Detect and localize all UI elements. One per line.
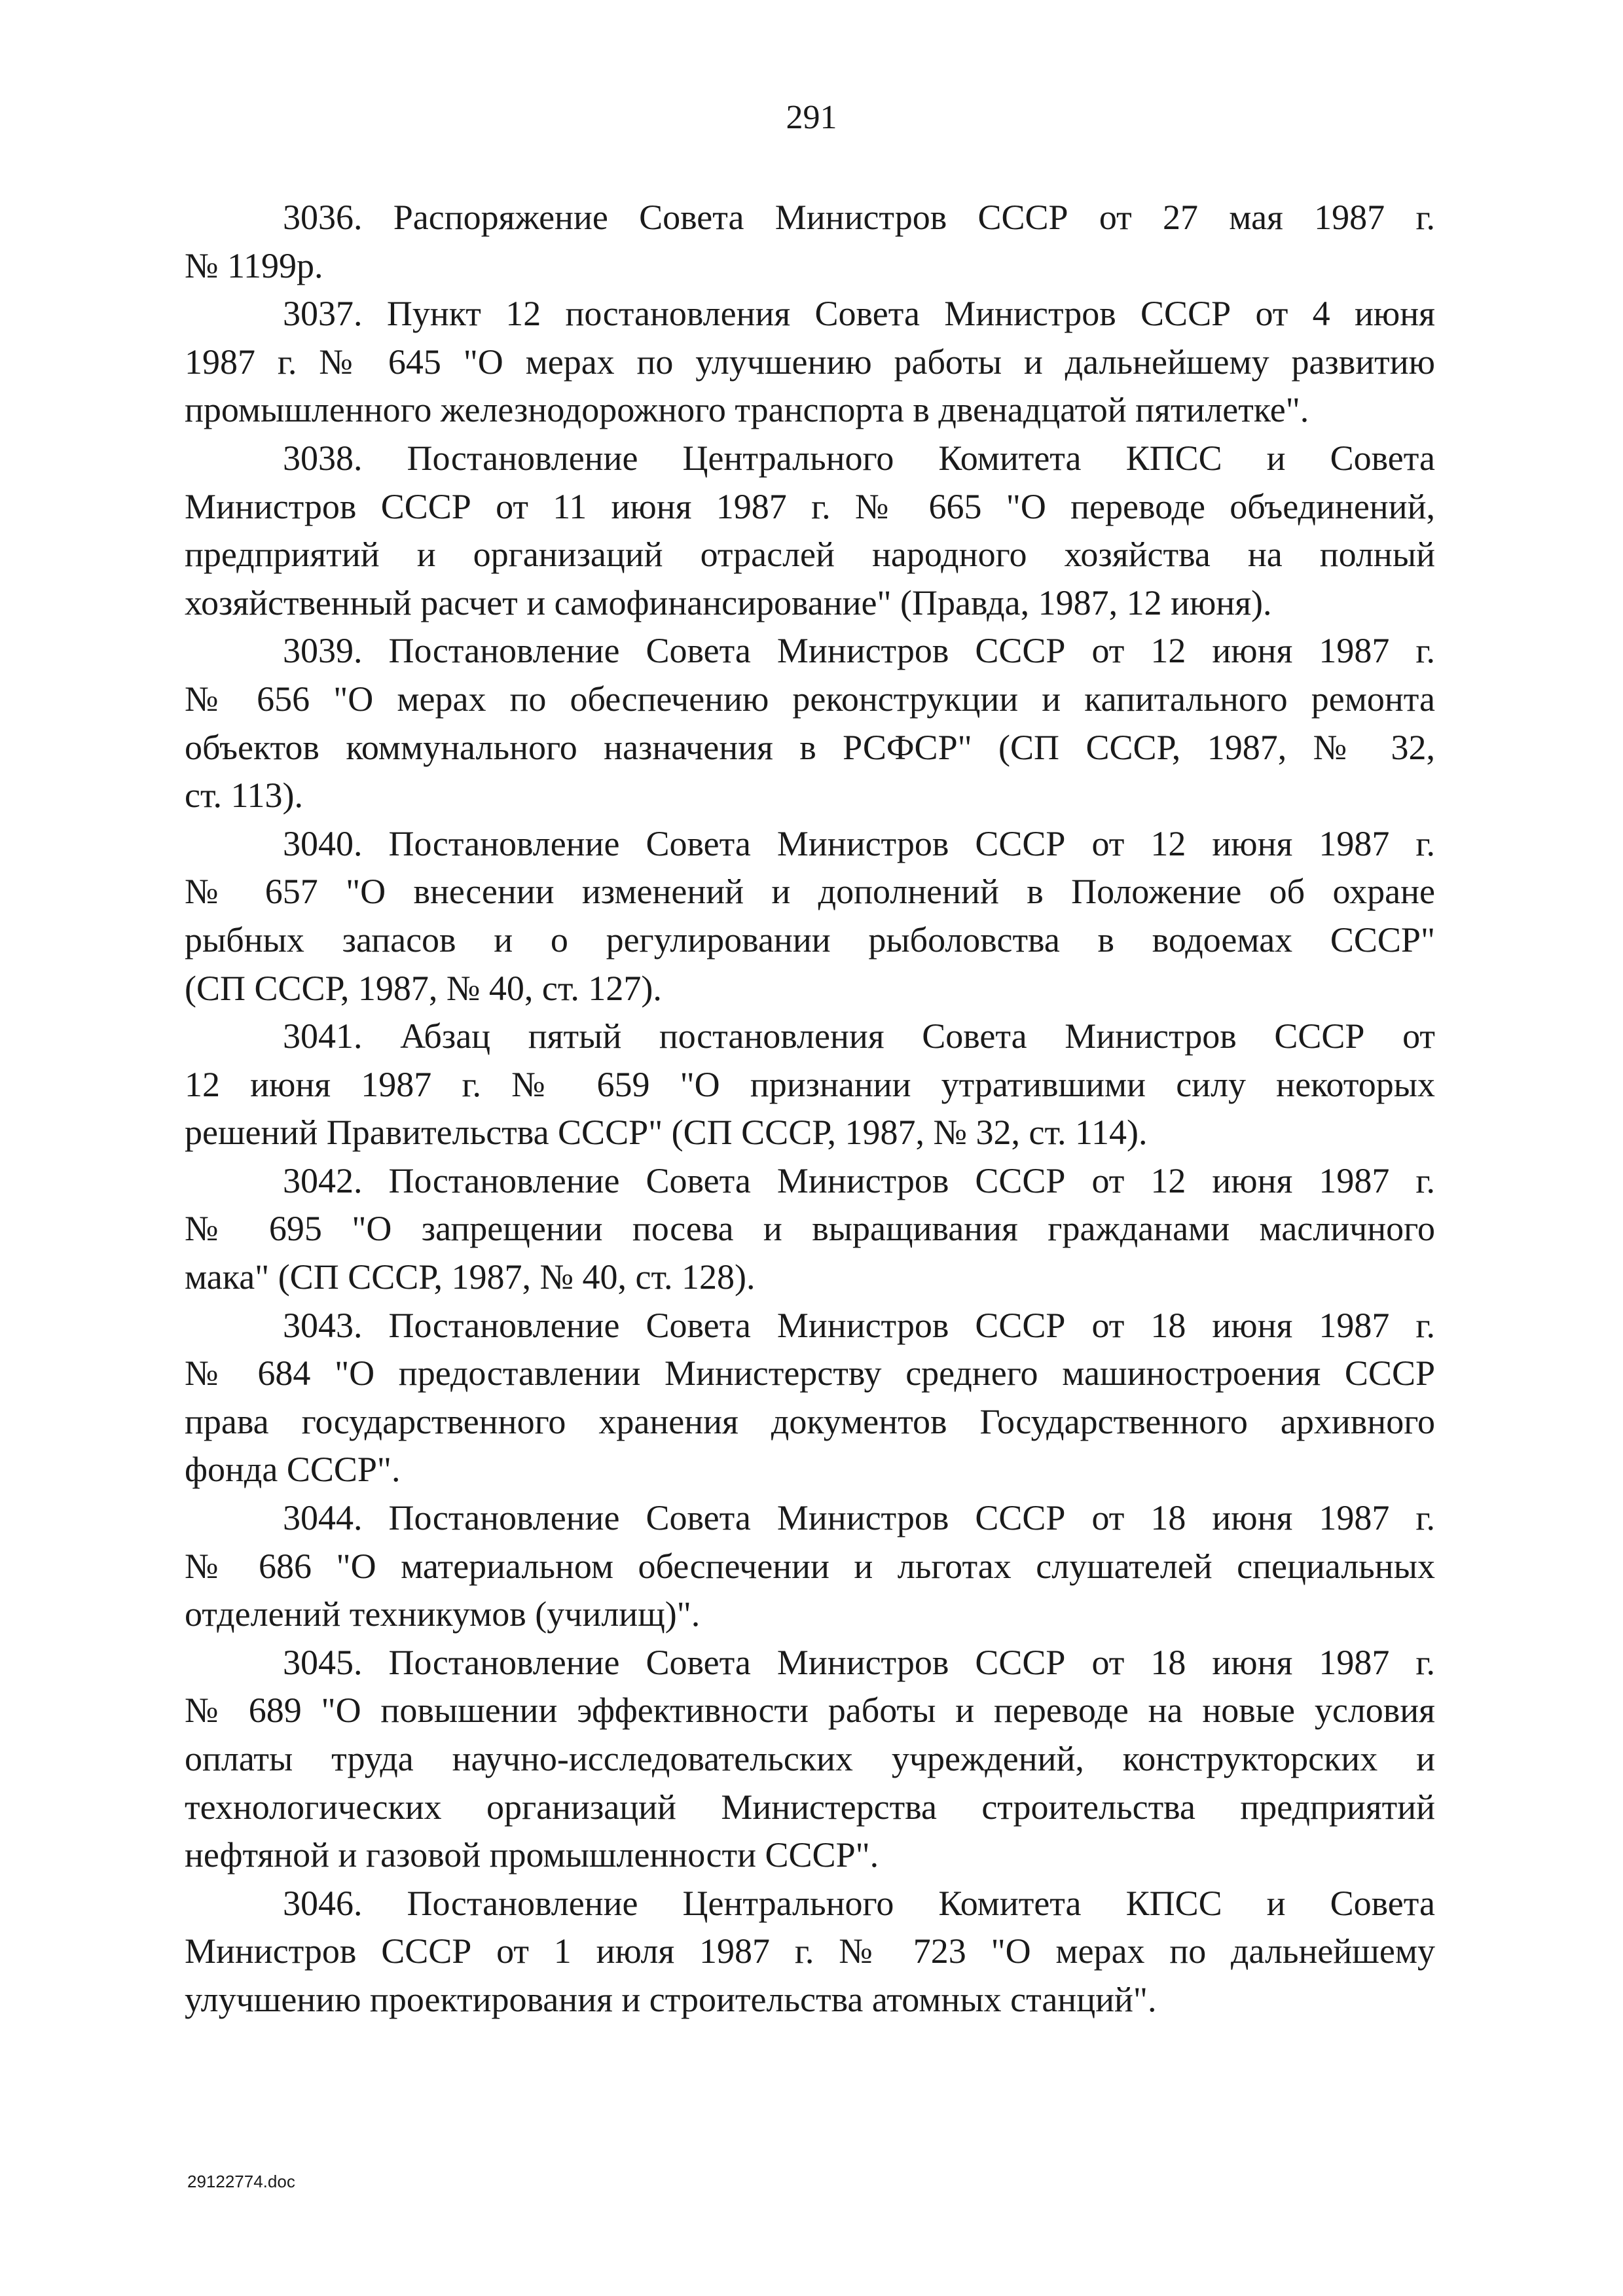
entry-line: хозяйственный расчет и самофинансирование" (Правда, 1987, 12 июня).	[185, 583, 1272, 622]
entry-line: 3046. Постановление Центрального Комитета КПСС и Совета	[283, 1883, 1435, 1923]
entry-3039	[185, 627, 1435, 819]
entry-line: промышленного железнодорожного транспорта в двенадцатой пятилетке".	[185, 390, 1309, 430]
entry-3046	[185, 1880, 1435, 2024]
entry-line: № 656 "О мерах по обеспечению реконструкции и капитального ремонта	[185, 679, 1435, 719]
entry-line: нефтяной и газовой промышленности СССР".	[185, 1835, 879, 1875]
entry-line: 3044. Постановление Совета Министров СССР от 18 июня 1987 г.	[283, 1498, 1435, 1538]
entry-line: № 1199р.	[185, 245, 323, 285]
entry-line: Министров СССР от 1 июля 1987 г. № 723 "О мерах по дальнейшему	[185, 1931, 1435, 1971]
entry-3036	[185, 194, 1435, 290]
entry-line: 3039. Постановление Совета Министров СССР от 12 июня 1987 г.	[283, 631, 1435, 671]
entry-line: 3037. Пункт 12 постановления Совета Министров СССР от 4 июня	[283, 294, 1435, 334]
entry-3040	[185, 820, 1435, 1013]
entry-3038	[185, 435, 1435, 627]
entry-line: 3045. Постановление Совета Министров СССР от 18 июня 1987 г.	[283, 1642, 1435, 1682]
entry-3044	[185, 1494, 1435, 1639]
entry-line: 3040. Постановление Совета Министров СССР от 12 июня 1987 г.	[283, 823, 1435, 863]
entry-line: улучшению проектирования и строительства атомных станций".	[185, 1979, 1157, 2019]
entry-3042	[185, 1157, 1435, 1302]
entry-line: 3036. Распоряжение Совета Министров СССР от 27 мая 1987 г.	[283, 198, 1435, 237]
entry-line: 3041. Абзац пятый постановления Совета Министров СССР от	[283, 1016, 1435, 1056]
entry-line: 3042. Постановление Совета Министров СССР от 12 июня 1987 г.	[283, 1160, 1435, 1200]
entry-line: 3043. Постановление Совета Министров СССР от 18 июня 1987 г.	[283, 1305, 1435, 1345]
entry-line: рыбных запасов и о регулировании рыболовства в водоемах СССР"	[185, 920, 1435, 960]
entry-line: № 695 "О запрещении посева и выращивания гражданами масличного	[185, 1209, 1435, 1249]
entry-line: 1987 г. № 645 "О мерах по улучшению работы и дальнейшему развитию	[185, 342, 1435, 382]
entry-line: отделений техникумов (училищ)".	[185, 1594, 701, 1634]
file-name-footer: 29122774.doc	[187, 2172, 295, 2191]
entry-line: права государственного хранения документов Государственного архивного	[185, 1401, 1435, 1441]
entry-line: оплаты труда научно-исследовательских учреждений, конструкторских и	[185, 1739, 1435, 1778]
entry-line: технологических организаций Министерства строительства предприятий	[185, 1787, 1435, 1827]
page-number: 291	[786, 99, 837, 136]
entry-3045	[185, 1639, 1435, 1880]
entry-line: фонда СССР".	[185, 1450, 401, 1490]
document-body	[185, 194, 1435, 2024]
entry-line: (СП СССР, 1987, № 40, ст. 127).	[185, 968, 662, 1008]
entry-line: № 657 "О внесении изменений и дополнений в Положение об охране	[185, 872, 1435, 912]
entry-3041	[185, 1013, 1435, 1157]
entry-line: объектов коммунального назначения в РСФСР" (СП СССР, 1987, № 32,	[185, 727, 1435, 767]
entry-line: 3038. Постановление Центрального Комитета КПСС и Совета	[283, 438, 1435, 478]
entry-line: 12 июня 1987 г. № 659 "О признании утратившими силу некоторых	[185, 1064, 1435, 1104]
entry-3037	[185, 290, 1435, 435]
entry-line: мака" (СП СССР, 1987, № 40, ст. 128).	[185, 1257, 756, 1297]
entry-line: ст. 113).	[185, 776, 303, 816]
entry-line: № 684 "О предоставлении Министерству среднего машиностроения СССР	[185, 1354, 1435, 1393]
entry-line: решений Правительства СССР" (СП СССР, 1987, № 32, ст. 114).	[185, 1113, 1148, 1153]
entry-line: Министров СССР от 11 июня 1987 г. № 665 "О переводе объединений,	[185, 486, 1435, 526]
entry-line: предприятий и организаций отраслей народного хозяйства на полный	[185, 535, 1435, 575]
entry-line: № 689 "О повышении эффективности работы и переводе на новые условия	[185, 1691, 1435, 1731]
entry-3043	[185, 1302, 1435, 1494]
entry-line: № 686 "О материальном обеспечении и льготах слушателей специальных	[185, 1546, 1435, 1586]
